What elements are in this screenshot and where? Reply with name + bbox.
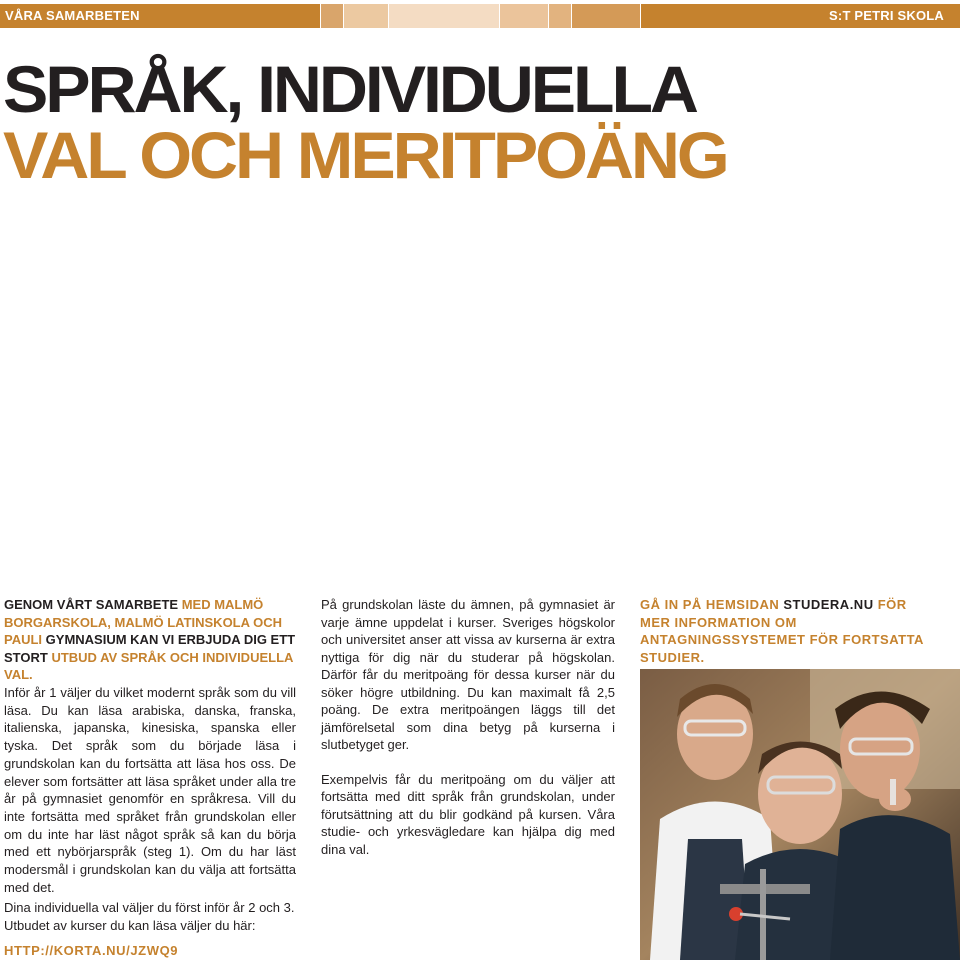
info-orange: FÖR MER INFORMATION OM ANTAGNINGSSYSTEMET FÖR FORTSATTA STUDIER. — [640, 597, 924, 665]
section-label: VÅRA SAMARBETEN — [5, 8, 140, 23]
header-block — [500, 4, 548, 28]
header-block — [389, 4, 499, 28]
header-block — [549, 4, 571, 28]
header-block — [572, 4, 640, 28]
info-orange: GÅ IN PÅ HEMSIDAN — [640, 597, 780, 612]
lead-dark: GYMNASIUM KAN VI ERBJUDA DIG ETT STORT — [4, 632, 296, 665]
intro-body: Inför år 1 väljer du vilket modernt språk som du vill läsa. Du kan läsa arabiska, danska, franska, italienska, japanska, kinesiska, spanska eller tyska. Det språk som du började läsa i grundskolan kan du fortsätta att läsa hos oss. De elever som fortsätter att läsa språket under alla tre år på gymnasiet genomför en språkresa. Vill du inte fortsätta med språket från grundskolan eller om du inte har läst något språk så kan du börja med ett nybörjarspråk (steg 1). Om du har läst modersmål i grundskolan kan du välja att fortsätta med det. — [4, 685, 296, 895]
column-meritpoang — [321, 596, 615, 858]
website-link[interactable]: STUDERA.NU — [783, 597, 874, 612]
header-block — [321, 4, 343, 28]
info-lead — [640, 596, 940, 666]
paragraph: Exempelvis får du meritpoäng om du väljer att fortsätta med ditt språk från grundskolan, under förutsättning att du blir godkänd på kursen. Våra studie- och yrkesvägledare kan hjälpa dig med dina val. — [321, 771, 615, 857]
paragraph: På grundskolan läste du ämnen, på gymnasiet är varje ämne uppdelat i kurser. Sveriges högskolor och universitet anser att vissa av kurserna är extra nyttiga för dig när du studerar på högskolan. Därför får du meritpoäng för dessa kurser när du söker högre utbildning. Du kan maximalt få 2,5 poäng. De extra meritpoängen läggs till det jämförelsetal som dina betyg på kurserna i slutbetyget ger. — [321, 597, 615, 752]
intro-lead — [4, 596, 298, 684]
column-info — [640, 596, 940, 666]
school-label: S:T PETRI SKOLA — [829, 8, 944, 23]
students-photo — [640, 669, 960, 960]
lead-dark: GENOM VÅRT SAMARBETE — [4, 597, 179, 612]
header-block — [344, 4, 388, 28]
page-title-line1: SPRÅK, INDIVIDUELLA — [3, 52, 696, 126]
course-link[interactable]: HTTP://KORTA.NU/JZWQ9 — [4, 943, 179, 958]
header-bar — [0, 0, 960, 28]
students-photo-illustration — [640, 669, 960, 960]
lead-orange: MED MALMÖ BORGARSKOLA, MALMÖ LATINSKOLA OCH PAULI — [4, 597, 283, 647]
column-intro — [4, 596, 298, 684]
lead-orange: UTBUD AV SPRÅK OCH INDIVIDUELLA VAL. — [4, 649, 293, 682]
footer-text: Dina individuella val väljer du först inför år 2 och 3. Utbudet av kurser du kan läsa väljer du här: — [4, 900, 295, 933]
page-title-line2: VAL OCH MERITPOÄNG — [3, 118, 727, 192]
